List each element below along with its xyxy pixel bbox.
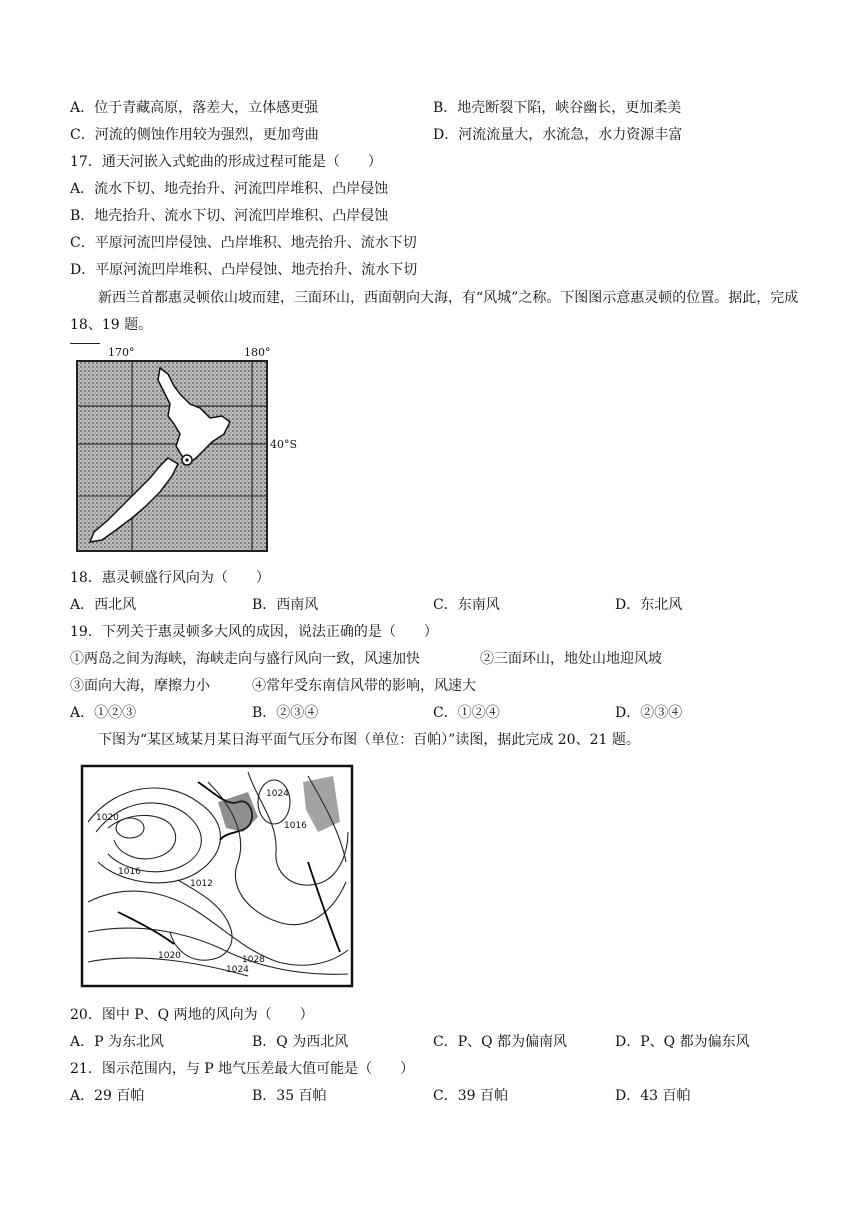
pressure-map-svg xyxy=(78,762,356,990)
q19-option-c: C．①②④ xyxy=(433,705,500,721)
q17-option-d: D．平原河流凹岸堆积、凸岸侵蚀、地壳抬升、流水下切 xyxy=(70,262,418,278)
q16-option-d: D．河流流量大，水流急，水力资源丰富 xyxy=(433,127,683,143)
lat-label: 40°S xyxy=(270,438,298,451)
q20-option-a: A．P 为东北风 xyxy=(70,1034,164,1050)
q18-option-d: D．东北风 xyxy=(615,597,683,613)
new-zealand-map-svg xyxy=(72,346,312,556)
isobar-label: 1012 xyxy=(190,879,213,889)
q18-option-b: B．西南风 xyxy=(252,597,319,613)
isobar-label: 1016 xyxy=(118,867,141,877)
q17-stem: 17．通天河嵌入式蛇曲的形成过程可能是（ ） xyxy=(70,154,382,170)
intro-20-21: 下图为“某区域某月某日海平面气压分布图（单位：百帕）”读图，据此完成 20、21 题。 xyxy=(98,732,640,748)
q19-statement-1: ①两岛之间为海峡，海峡走向与盛行风向一致，风速加快 xyxy=(70,651,420,667)
q21-stem: 21．图示范围内，与 P 地气压差最大值可能是（ ） xyxy=(70,1061,415,1077)
q18-stem: 18．惠灵顿盛行风向为（ ） xyxy=(70,570,270,586)
q17-option-b: B．地壳抬升、流水下切、河流凹岸堆积、凸岸侵蚀 xyxy=(70,208,389,224)
q17-option-a: A．流水下切、地壳抬升、河流凹岸堆积、凸岸侵蚀 xyxy=(70,181,389,197)
wellington-marker-dot xyxy=(185,458,188,461)
isobar-label: 1028 xyxy=(242,955,265,965)
q21-option-d: D．43 百帕 xyxy=(615,1088,691,1104)
divider xyxy=(70,343,100,344)
q20-stem: 20．图中 P、Q 两地的风向为（ ） xyxy=(70,1007,314,1023)
lon-label-left: 170° xyxy=(108,346,135,359)
q18-option-a: A．西北风 xyxy=(70,597,137,613)
q16-option-c: C．河流的侧蚀作用较为强烈，更加弯曲 xyxy=(70,127,319,143)
q19-statement-2: ②三面环山，地处山地迎风坡 xyxy=(480,651,662,667)
q19-statement-3: ③面向大海，摩擦力小 xyxy=(70,678,210,694)
intro-18-19: 新西兰首都惠灵顿依山坡而建，三面环山，西面朝向大海，有“风城”之称。下图图示意惠灵顿的位置。据此，完成 18、19 题。 xyxy=(70,290,799,333)
q21-option-a: A．29 百帕 xyxy=(70,1088,145,1104)
q19-stem: 19．下列关于惠灵顿多大风的成因，说法正确的是（ ） xyxy=(70,624,438,640)
new-zealand-map xyxy=(72,346,312,556)
q20-option-b: B．Q 为西北风 xyxy=(252,1034,349,1050)
q20-option-d: D．P、Q 都为偏东风 xyxy=(615,1034,750,1050)
q19-option-b: B．②③④ xyxy=(252,705,319,721)
isobar-label: 1024 xyxy=(266,789,289,799)
pressure-map xyxy=(78,762,356,990)
q19-option-a: A．①②③ xyxy=(70,705,137,721)
q17-option-c: C．平原河流凹岸侵蚀、凸岸堆积、地壳抬升、流水下切 xyxy=(70,235,417,251)
lon-label-right: 180° xyxy=(244,346,271,359)
isobar-label: 1020 xyxy=(96,813,119,823)
q19-option-d: D．②③④ xyxy=(615,705,683,721)
q16-option-a: A．位于青藏高原，落差大，立体感更强 xyxy=(70,100,319,116)
isobar-label: 1016 xyxy=(284,821,307,831)
q18-option-c: C．东南风 xyxy=(433,597,500,613)
isobar-label: 1024 xyxy=(226,965,249,975)
q21-option-b: B．35 百帕 xyxy=(252,1088,327,1104)
q16-option-b: B．地壳断裂下陷，峡谷幽长，更加柔美 xyxy=(433,100,682,116)
q19-statement-4: ④常年受东南信风带的影响，风速大 xyxy=(252,678,476,694)
q20-option-c: C．P、Q 都为偏南风 xyxy=(433,1034,568,1050)
q21-option-c: C．39 百帕 xyxy=(433,1088,508,1104)
isobar-label: 1020 xyxy=(158,951,181,961)
